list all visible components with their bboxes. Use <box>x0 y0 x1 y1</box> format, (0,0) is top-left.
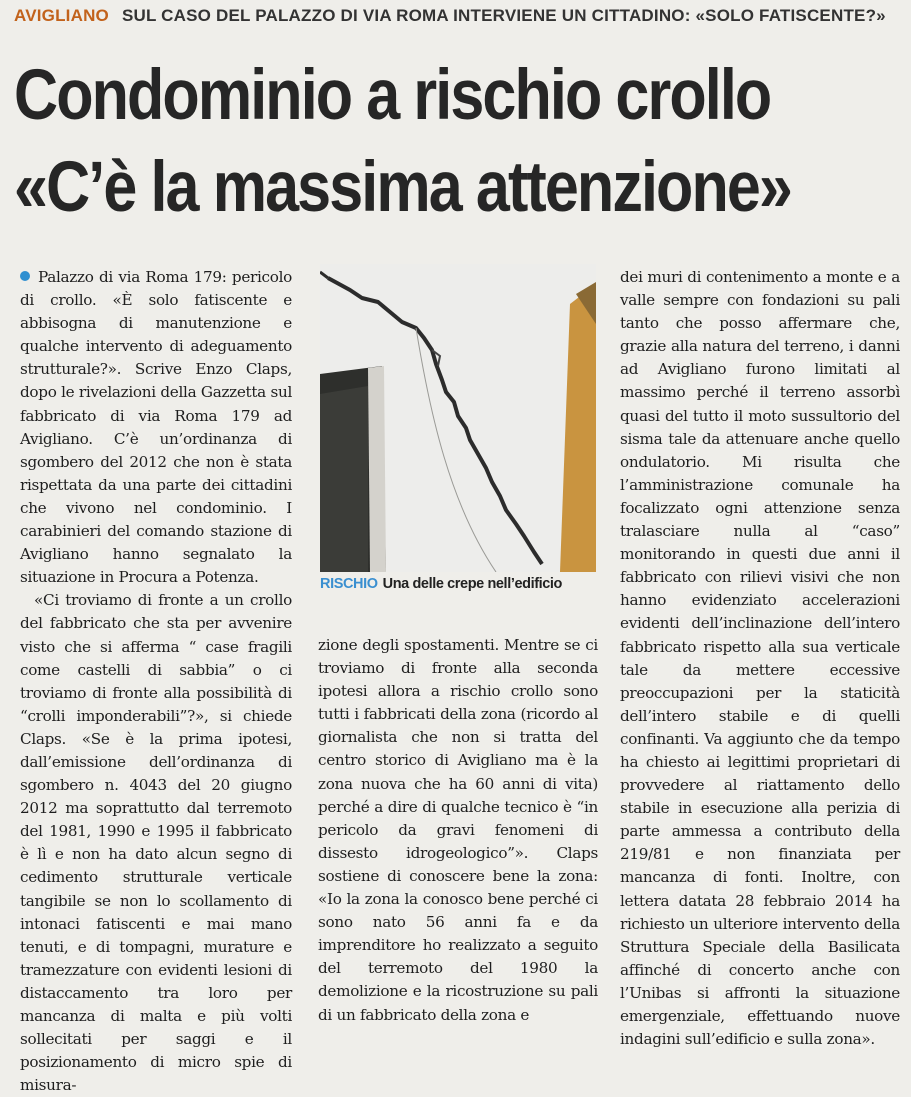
bullet-icon <box>20 271 30 281</box>
headline-line-2: «C’è la massima attenzione» <box>14 148 791 227</box>
kicker <box>14 6 904 26</box>
kicker-subtitle: SUL CASO DEL PALAZZO DI VIA ROMA INTERVIENE UN CITTADINO: «SOLO FATISCENTE?» <box>121 6 886 25</box>
article-column-2 <box>318 634 598 1027</box>
caption-tag: RISCHIO <box>320 576 378 592</box>
kicker-location: AVIGLIANO <box>14 6 109 25</box>
article-paragraph <box>20 266 292 589</box>
article-paragraph: dei muri di contenimento a monte e a valle sempre con fondazioni su pali tanto che posso affermare che, grazie alla natura del terreno, i danni ad Avigliano furono limitati al massimo perché il terreno assorbì quasi del tutto il moto sussultorio del sisma tale da attenuare anche quello ondulatorio. Mi risulta che l’amministrazione comunale ha focalizzato ogni attenzione senza tralasciare nulla al “caso” monitorando in questi due anni il fabbricato con rilievi visivi che non hanno evidenziato accelerazioni evidenti dell’inclinazione dell’intero fabbricato rispetto alla sua verticale tale da mettere eccessive preoccupazioni per la staticità dell’intero stabile e di quelli confinanti. Va aggiunto che da tempo ha chiesto ai legittimi proprietari di provvedere al riattamento dello stabile in esecuzione alla perizia di parte ammessa a contributo della 219/81 e non finanziata per mancanza di fonti. Inoltre, con lettera datata 28 febbraio 2014 ha richiesto un ulteriore intervento della Struttura Speciale della Basilicata affinché di concerto anche con l’Unibas si affronti la situazione emergenziale, effettuando nuove indagini sull’edificio e sulla zona». <box>620 268 900 1049</box>
crack-photo <box>320 264 596 572</box>
photo-caption <box>320 576 600 592</box>
article-column-3 <box>620 266 900 1051</box>
article-column-1 <box>20 266 292 1097</box>
paragraph-text: Palazzo di via Roma 179: pericolo di crollo. «È solo fatiscente e abbisogna di manutenzione e qualche intervento di adeguamento strutturale?». Scrive Enzo Claps, dopo le rivelazioni della Gazzetta sul fabbricato di via Roma 179 ad Avigliano. C’è un’ordinanza di sgombero del 2012 che non è stata rispettata da una parte dei cittadini che vivono nel condominio. I carabinieri del comando stazione di Avigliano hanno segnalato la situazione in Procura a Potenza. <box>20 268 292 587</box>
wall-crack-image <box>320 264 596 572</box>
article-paragraph: zione degli spostamenti. Mentre se ci troviamo di fronte alla seconda ipotesi allora a rischio crollo sono tutti i fabbricati della zona (ricordo al giornalista che non si tratta del centro storico di Avigliano ma è la zona nuova che ha 60 anni di vita) perché a dire di qualche tecnico è “in pericolo da gravi fenomeni di dissesto idrogeologico”». Claps sostiene di conoscere bene la zona: «Io la zona la conosco bene perché ci sono nato 56 anni fa e da imprenditore ho realizzato a seguito del terremoto del 1980 la demolizione e la ricostruzione su pali di un fabbricato della zona e <box>318 636 598 1024</box>
article-paragraph: «Ci troviamo di fronte a un crollo del fabbricato che sta per avvenire visto che si afferma “ case fragili come castelli di sabbia” o ci troviamo di fronte alla possibilità di “crolli imponderabili”?», si chiede Claps. «Se è la prima ipotesi, dall’emissione dell’ordinanza di sgombero n. 4043 del 20 giugno 2012 ma soprattutto dal terremoto del 1981, 1990 e 1995 il fabbricato è lì e non ha dato alcun segno di cedimento strutturale verticale tangibile se non lo scollamento di intonaci fatiscenti e mai mano tenuti, e di tompagni, murature e tramezzature con evidenti lesioni di distaccamento tra loro per mancanza di malta e più volti sollecitati per saggi e il posizionamento di micro spie di misura- <box>20 591 292 1095</box>
headline-line-1: Condominio a rischio crollo <box>14 56 771 135</box>
caption-text: Una delle crepe nell’edificio <box>382 576 563 592</box>
headline <box>14 50 791 234</box>
